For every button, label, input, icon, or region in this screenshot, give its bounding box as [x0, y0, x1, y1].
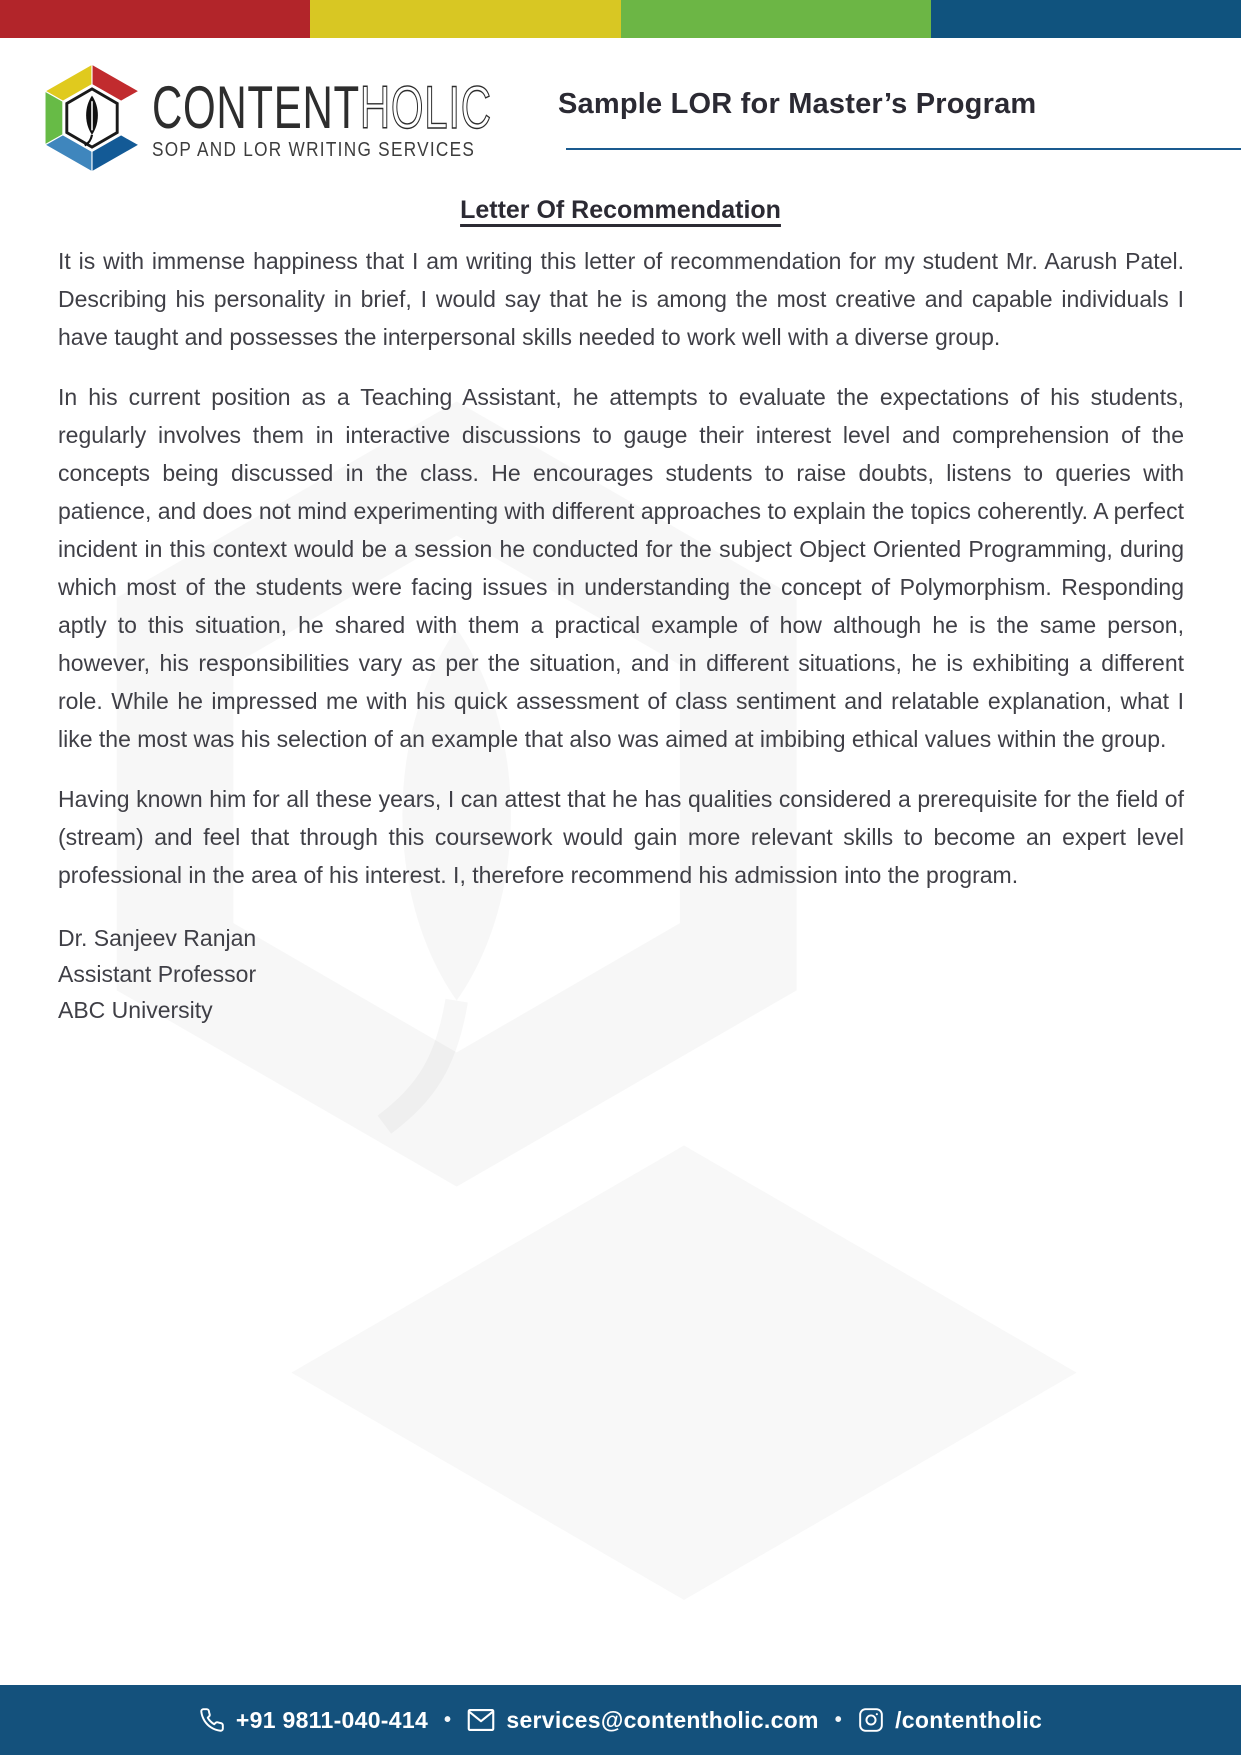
footer-phone-text: +91 9811-040-414: [235, 1706, 429, 1733]
signature-line: Dr. Sanjeev Ranjan: [58, 925, 257, 951]
footer-separator: •: [834, 1708, 843, 1731]
signature-line: Assistant Professor: [58, 961, 257, 987]
instagram-icon: [858, 1707, 884, 1733]
watermark-diamond: [291, 1145, 1076, 1600]
top-color-bar-segment: [0, 0, 310, 38]
signature-block: [58, 920, 1184, 1028]
footer-contact-bar: [0, 1685, 1241, 1755]
letter-paragraph: It is with immense happiness that I am writing this letter of recommendation for my student Mr. Aarush Patel. Describing his personality in brief, I would say that he is among the most creative and capable individuals I have taught and possesses the interpersonal skills needed to work well with a diverse group.: [58, 248, 1184, 350]
document-title: Sample LOR for Master’s Program: [558, 88, 1037, 120]
top-color-bar-segment: [310, 0, 620, 38]
letter-heading: [0, 196, 1241, 225]
letter-paragraphs: [58, 242, 1184, 894]
phone-icon: [199, 1707, 225, 1733]
envelope-icon: [467, 1708, 495, 1732]
top-color-bar: [0, 0, 1241, 38]
footer-separator: •: [444, 1708, 452, 1731]
letter-paragraph: Having known him for all these years, I can attest that he has qualities considered a prerequisite for the field of (stream) and feel that through this coursework would gain more relevant skills to become an expert level professional in the area of his interest. I, therefore recommend his admission into the program.: [58, 786, 1184, 888]
title-underline: [566, 148, 1241, 150]
brand-wordmark: [152, 74, 492, 141]
brand-name-secondary: HOLIC: [359, 74, 492, 141]
footer-email-text: services@contentholic.com: [506, 1706, 819, 1733]
letter-paragraph: In his current position as a Teaching Assistant, he attempts to evaluate the expectations of his students, regularly involves them in interactive discussions to gauge their interest level and comprehension of the concepts being discussed in the class. He encourages students to raise doubts, listens to queries with patience, and does not mind experimenting with different approaches to explain the topics coherently. A perfect incident in this context would be a session he conducted for the subject Object Oriented Programming, during which most of the students were facing issues in understanding the concept of Polymorphism. Responding aptly to this situation, he shared with them a practical example of how although he is the same person, however, his responsibilities vary as per the situation, and in different situations, he is exhibiting a different role. While he impressed me with his quick assessment of class sentiment and relatable explanation, what I like the most was his selection of an example that also was aimed at imbibing ethical values within the group.: [58, 384, 1184, 752]
brand-name-primary: CONTENT: [152, 74, 360, 141]
top-color-bar-segment: [621, 0, 931, 38]
footer-instagram-text: /contentholic: [895, 1706, 1043, 1733]
brand-tagline: SOP AND LOR WRITING SERVICES: [152, 139, 476, 161]
top-color-bar-segment: [931, 0, 1241, 38]
footer-instagram[interactable]: [858, 1707, 1042, 1734]
contentholic-logo-icon: [36, 62, 148, 174]
footer-email[interactable]: [467, 1707, 818, 1734]
letter-body: [58, 242, 1184, 1028]
signature-line: ABC University: [58, 997, 213, 1023]
footer-phone[interactable]: [199, 1707, 428, 1734]
letter-heading-text: Letter Of Recommendation: [460, 196, 781, 224]
